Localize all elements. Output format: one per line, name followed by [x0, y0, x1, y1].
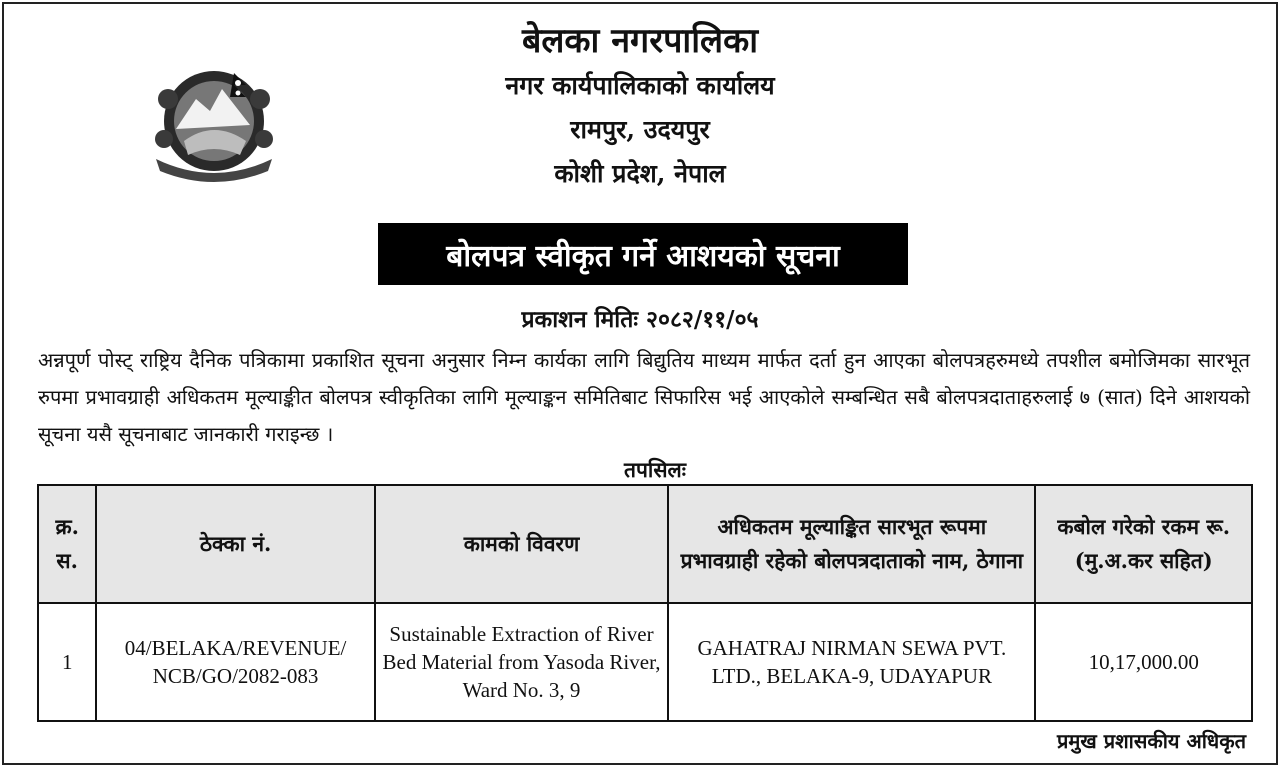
schedule-label: तपसिलः	[623, 457, 686, 482]
cell-bidder: GAHATRAJ NIRMAN SEWA PVT. LTD., BELAKA-9, UDAYAPUR	[668, 603, 1035, 721]
publication-date: प्रकाशन मितिः २०८२/११/०५	[521, 306, 759, 333]
header-bidder: अधिकतम मूल्याङ्कित सारभूत रूपमा प्रभावग्राही रहेको बोलपत्रदाताको नाम, ठेगाना	[668, 485, 1035, 603]
office-location: रामपुर, उदयपुर	[570, 115, 710, 144]
notice-page	[2, 2, 1278, 765]
header-amount: कबोल गरेको रकम रू. (मु.अ.कर सहित)	[1035, 485, 1252, 603]
signature-title: प्रमुख प्रशासकीय अधिकृत	[1057, 729, 1246, 753]
office-name: नगर कार्यपालिकाको कार्यालय	[505, 71, 775, 100]
header-contract-no: ठेक्का नं.	[96, 485, 374, 603]
bid-table	[37, 484, 1253, 722]
cell-work-description: Sustainable Extraction of River Bed Material from Yasoda River, Ward No. 3, 9	[375, 603, 669, 721]
cell-contract-no: 04/BELAKA/REVENUE/ NCB/GO/2082-083	[96, 603, 374, 721]
header-work-description: कामको विवरण	[375, 485, 669, 603]
notice-body: अन्नपूर्ण पोस्ट् राष्ट्रिय दैनिक पत्रिकामा प्रकाशित सूचना अनुसार निम्न कार्यका लागि बिद्युतिय माध्यम मार्फत दर्ता हुन आएका बोलपत्रहरुमध्ये तपशील बमोजिमका सारभूत रुपमा प्रभावग्राही अधिकतम मूल्याङ्कीत बोलपत्र स्वीकृतिका लागि मूल्याङ्कन समितिबाट सिफारिस भई आएकोले सम्बन्धित सबै बोलपत्रदाताहरुलाई ७ (सात) दिने आशयको सूचना यसै सूचनाबाट जानकारी गराइन्छ ।	[38, 348, 1250, 446]
office-province: कोशी प्रदेश, नेपाल	[554, 159, 726, 188]
header-sn: क्र. स.	[38, 485, 96, 603]
notice-title: बोलपत्र स्वीकृत गर्ने आशयको सूचना	[378, 223, 908, 285]
organization-name: बेलका नगरपालिका	[521, 21, 759, 61]
cell-sn: 1	[38, 603, 96, 721]
notice-header	[4, 18, 1276, 196]
table-row	[38, 603, 1252, 721]
table-header-row	[38, 485, 1252, 603]
cell-amount: 10,17,000.00	[1035, 603, 1252, 721]
